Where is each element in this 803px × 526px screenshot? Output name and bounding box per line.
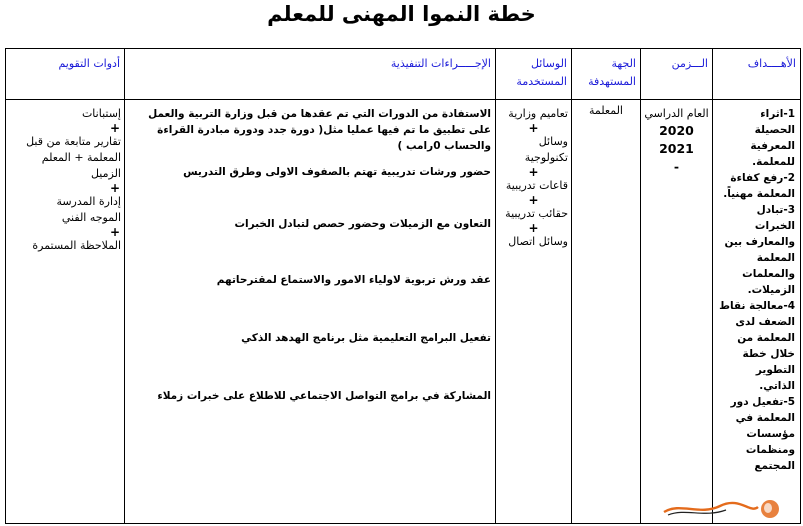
tools-item: إدارة المدرسة: [56, 195, 121, 208]
tools-cell: [6, 100, 125, 524]
plus-sign: +: [109, 121, 120, 135]
procedure-item: التعاون مع الزميلات وحضور حصص لتبادل الخبرات: [234, 218, 491, 230]
means-item: وسائل اتصال: [508, 235, 568, 248]
means-item: تعاميم وزارية: [508, 107, 568, 120]
header-tools: أدوات التقويم: [6, 49, 125, 100]
goals-cell: [713, 100, 801, 524]
goal-item: 3-تبادل الخبرات والمعارف بين المعلمة والمعلمات الزميلات.: [724, 204, 795, 296]
page-title: خطة النموا المهنى للمعلم: [267, 2, 536, 26]
goal-item: 5-تفعيل دور المعلمة في مؤسسات ومنظمات المجتمع: [730, 396, 795, 472]
header-procedures: الإجـــــراءات التنفيذية: [125, 49, 496, 100]
goal-item: 1-اثراء الحصيلة المعرفية للمعلمة.: [750, 108, 795, 168]
header-target: الجهة المستهدفة: [572, 49, 641, 100]
procedure-item: تفعيل البرامج التعليمية مثل برنامج الهدهد الذكي: [241, 332, 491, 344]
plan-table: [5, 48, 801, 524]
tools-item: الملاحظة المستمرة: [32, 239, 121, 252]
plus-sign: +: [528, 121, 539, 135]
table-header-row: [6, 49, 801, 100]
procedure-item: عقد ورش تربوية لاولياء الامور والاستماع لمقترحاتهم: [216, 274, 491, 286]
goal-item: 4-معالجة نقاط الضعف لدى المعلمة من خلال خطة التطوير الذاتي.: [719, 300, 795, 392]
time-cell: [641, 100, 713, 524]
means-item: حقائب تدريبية: [505, 207, 568, 220]
plus-sign: +: [109, 225, 120, 239]
time-year-start: 2020: [659, 123, 694, 138]
time-year-end: 2021: [659, 141, 694, 156]
plus-sign: +: [528, 193, 539, 207]
means-cell: [496, 100, 572, 524]
table-row: [6, 100, 801, 524]
header-goals: الأهــــداف: [713, 49, 801, 100]
means-item: وسائل تكنولوجية: [524, 135, 568, 164]
goal-item: 2-رفع كفاءة المعلمة مهنياً.: [723, 172, 795, 200]
target-value: المعلمة: [589, 104, 623, 117]
time-label: العام الدراسي: [644, 107, 709, 120]
site-logo: [660, 498, 782, 520]
tools-item: الموجه الفني: [61, 211, 121, 224]
means-item: قاعات تدريبية: [505, 179, 568, 192]
time-dash: -: [673, 159, 680, 174]
tools-item: تقارير متابعة من قبل المعلمة + المعلم الزميل: [26, 135, 121, 180]
procedure-item: الاستفادة من الدورات التي تم عقدها من قبل وزارة التربية والعمل على تطبيق ما تم فيها عمليا مثل( دورة جدد ودورة مبادرة القراءة والحساب 0رامب ): [148, 108, 491, 152]
plus-sign: +: [528, 221, 539, 235]
header-time: الـــزمن: [641, 49, 713, 100]
procedure-item: المشاركة في برامج التواصل الاجتماعي للاطلاع على خبرات زملاء: [157, 390, 491, 402]
procedures-cell: [125, 100, 496, 524]
header-means: الوسائل المستخدمة: [496, 49, 572, 100]
plus-sign: +: [109, 181, 120, 195]
target-cell: [572, 100, 641, 524]
procedure-item: حضور ورشات تدريبية تهتم بالصفوف الاولى وطرق التدريس: [183, 166, 491, 178]
tools-item: إستبانات: [81, 107, 121, 120]
plus-sign: +: [528, 165, 539, 179]
